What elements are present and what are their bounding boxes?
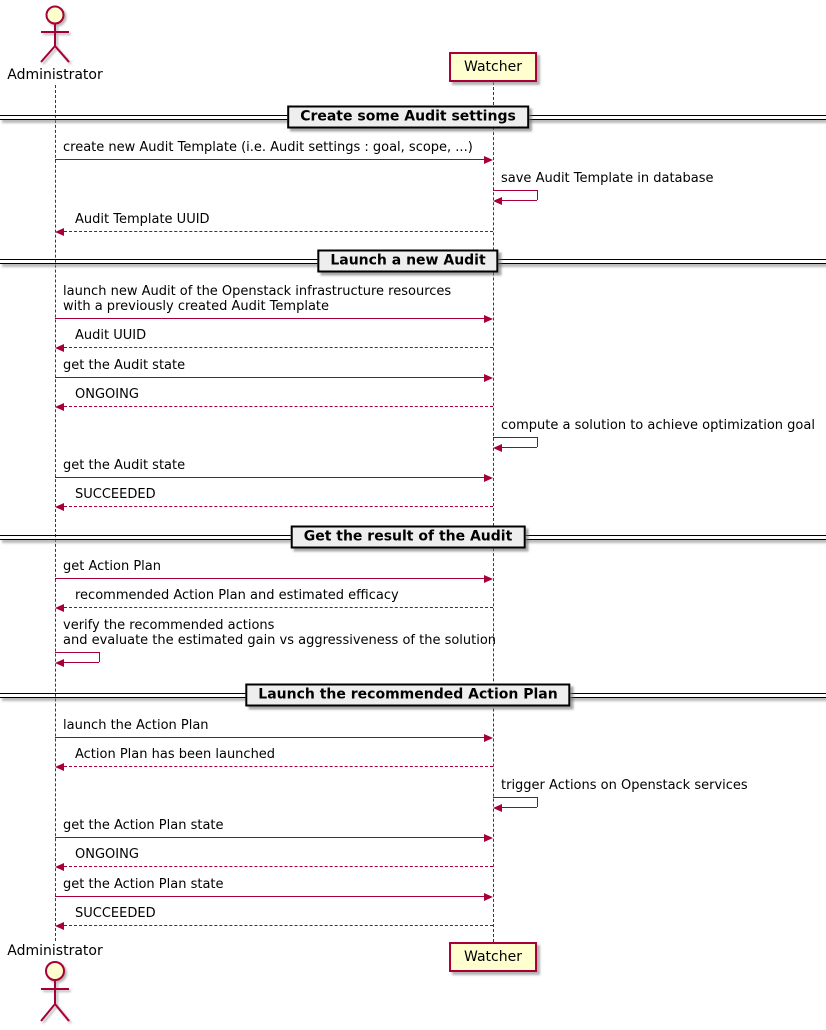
message-line (55, 159, 485, 160)
return-line (64, 766, 493, 767)
return-line (64, 607, 493, 608)
self-message-line (537, 797, 538, 807)
message-line (55, 318, 485, 319)
arrowhead-right-icon (484, 156, 493, 164)
message-text: get the Audit state (63, 358, 186, 373)
message-text: Action Plan has been launched (75, 747, 276, 762)
arrowhead-left-icon (493, 444, 502, 452)
message-line (55, 578, 485, 579)
message-text: Audit Template UUID (75, 212, 210, 227)
return-line (64, 506, 493, 507)
watcher-participant-box-bottom: Watcher (449, 942, 537, 972)
administrator-actor-icon-top (33, 4, 77, 66)
message-text: recommended Action Plan and estimated efficacy (75, 588, 399, 603)
arrowhead-right-icon (484, 575, 493, 583)
return-line (64, 866, 493, 867)
arrowhead-right-icon (484, 315, 493, 323)
return-line (64, 406, 493, 407)
return-line (64, 231, 493, 232)
message-line (55, 737, 485, 738)
message-text: get the Action Plan state (63, 818, 224, 833)
self-message-line (502, 200, 537, 201)
watcher-participant-box-top: Watcher (449, 52, 537, 82)
message-text: trigger Actions on Openstack services (501, 778, 748, 793)
message-text: Audit UUID (75, 328, 147, 343)
arrowhead-left-icon (55, 659, 64, 667)
message-text: ONGOING (75, 847, 139, 862)
return-line (64, 925, 493, 926)
message-line (55, 837, 485, 838)
divider-label: Create some Audit settings (287, 106, 529, 129)
arrowhead-left-icon (55, 503, 64, 511)
administrator-actor-icon-bottom (33, 959, 77, 1025)
self-message-line (537, 190, 538, 200)
arrowhead-left-icon (55, 403, 64, 411)
message-text: save Audit Template in database (501, 171, 714, 186)
self-message-line (493, 190, 537, 191)
administrator-label-top: Administrator (7, 67, 103, 83)
self-message-line (99, 652, 100, 662)
divider-label: Get the result of the Audit (291, 526, 526, 549)
message-text: get the Audit state (63, 458, 186, 473)
arrowhead-left-icon (55, 228, 64, 236)
self-message-line (493, 437, 537, 438)
message-text: ONGOING (75, 387, 139, 402)
arrowhead-left-icon (55, 344, 64, 352)
message-line (55, 477, 485, 478)
lifeline-administrator (55, 85, 56, 941)
message-line (55, 896, 485, 897)
arrowhead-right-icon (484, 734, 493, 742)
arrowhead-left-icon (493, 804, 502, 812)
self-message-line (493, 797, 537, 798)
arrowhead-right-icon (484, 374, 493, 382)
message-text: launch new Audit of the Openstack infrastructure resources with a previously created Audit Template (63, 284, 452, 314)
message-text: get Action Plan (63, 559, 161, 574)
arrowhead-left-icon (55, 863, 64, 871)
message-text: verify the recommended actions and evaluate the estimated gain vs aggressiveness of the solution (63, 618, 497, 648)
self-message-line (64, 662, 99, 663)
arrowhead-right-icon (484, 893, 493, 901)
self-message-line (537, 437, 538, 447)
self-message-line (502, 807, 537, 808)
message-text: get the Action Plan state (63, 877, 224, 892)
arrowhead-left-icon (55, 922, 64, 930)
divider-label: Launch a new Audit (317, 250, 498, 273)
return-line (64, 347, 493, 348)
message-text: create new Audit Template (i.e. Audit settings : goal, scope, ...) (63, 140, 473, 155)
message-text: SUCCEEDED (75, 906, 156, 921)
lifeline-watcher (493, 82, 494, 942)
arrowhead-right-icon (484, 474, 493, 482)
message-line (55, 377, 485, 378)
arrowhead-left-icon (493, 197, 502, 205)
divider-label: Launch the recommended Action Plan (245, 684, 570, 707)
message-text: launch the Action Plan (63, 718, 209, 733)
message-text: compute a solution to achieve optimization goal (501, 418, 815, 433)
message-text: SUCCEEDED (75, 487, 156, 502)
arrowhead-left-icon (55, 763, 64, 771)
self-message-line (55, 652, 99, 653)
arrowhead-left-icon (55, 604, 64, 612)
arrowhead-right-icon (484, 834, 493, 842)
administrator-label-bottom: Administrator (7, 943, 103, 959)
self-message-line (502, 447, 537, 448)
